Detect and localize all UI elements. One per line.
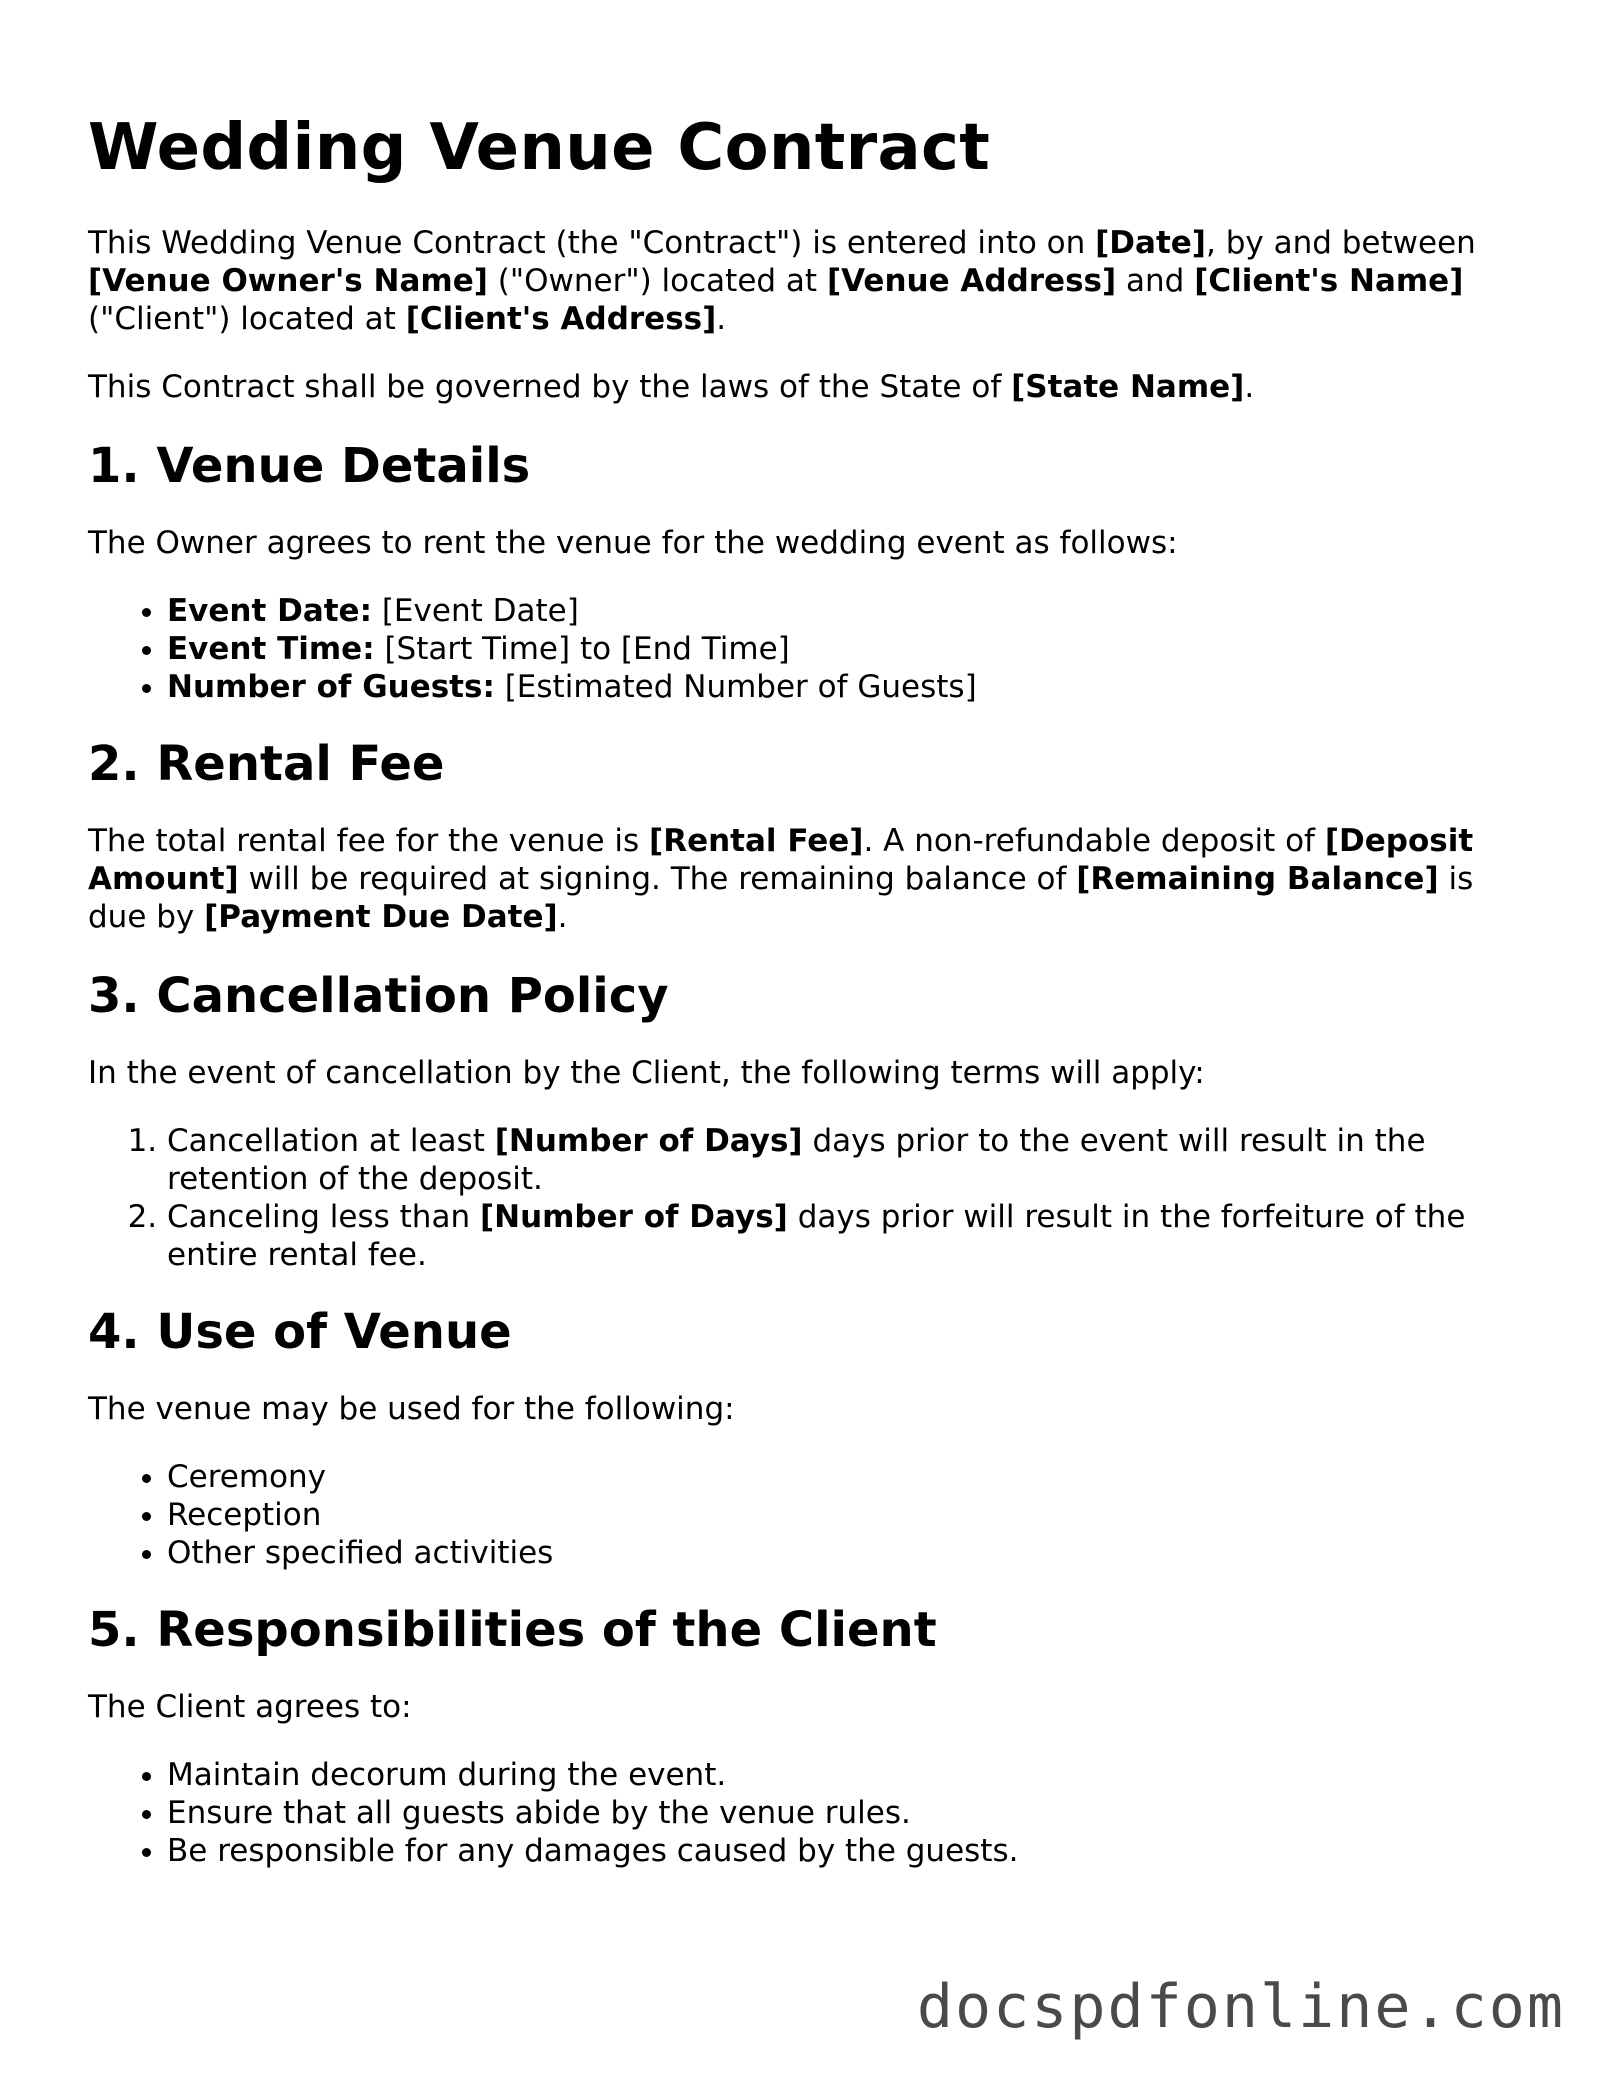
list-item: 2. Canceling less than [Number of Days] days prior will result in the forfeiture of the entire rental fee. — [167, 1198, 1518, 1274]
list-item: • Be responsible for any damages caused by the guests. — [167, 1832, 1518, 1870]
section-heading-client-responsibilities: 5. Responsibilities of the Client — [88, 1602, 937, 1658]
section-heading-rental-fee: 2. Rental Fee — [88, 736, 445, 792]
list-item: • Reception — [167, 1496, 1518, 1534]
list-item: • Other specified activities — [167, 1534, 1518, 1572]
owner-name-placeholder: [Venue Owner's Name] — [88, 263, 488, 299]
governing-law-paragraph: This Contract shall be governed by the laws of the State of [State Name]. — [88, 369, 1255, 405]
client-responsibilities-intro: The Client agrees to: — [88, 1689, 412, 1725]
client-responsibilities-list — [88, 1756, 1518, 1870]
list-item: • Ensure that all guests abide by the venue rules. — [167, 1794, 1518, 1832]
intro-paragraph: This Wedding Venue Contract (the "Contract") is entered into on [Date], by and between [Venue Owner's Name] ("Owner") located at [Venue Address] and [Client's Name] ("Client") located at [Client's Address]. — [88, 225, 1476, 337]
payment-due-date-placeholder: [Payment Due Date] — [204, 899, 558, 935]
list-item: • Ceremony — [167, 1458, 1518, 1496]
date-placeholder: [Date] — [1095, 225, 1206, 261]
list-item: • Maintain decorum during the event. — [167, 1756, 1518, 1794]
rental-fee-placeholder: [Rental Fee] — [649, 823, 864, 859]
venue-details-intro: The Owner agrees to rent the venue for the wedding event as follows: — [88, 525, 1178, 561]
page-title: Wedding Venue Contract — [88, 111, 991, 185]
list-item: • Number of Guests: [Estimated Number of Guests] — [167, 668, 1518, 706]
remaining-balance-placeholder: [Remaining Balance] — [1076, 861, 1439, 897]
deposit-placeholder: [Deposit Amount] — [88, 823, 1474, 897]
use-of-venue-intro: The venue may be used for the following: — [88, 1391, 735, 1427]
state-placeholder: [State Name] — [1011, 369, 1245, 405]
document-page — [88, 108, 1518, 1898]
list-item: • Event Date: [Event Date] — [167, 592, 1518, 630]
venue-details-list — [88, 592, 1518, 706]
section-heading-cancellation-policy: 3. Cancellation Policy — [88, 968, 669, 1024]
watermark: docspdfonline.com — [916, 1972, 1565, 2042]
cancellation-list — [88, 1122, 1518, 1274]
client-name-placeholder: [Client's Name] — [1194, 263, 1464, 299]
section-heading-use-of-venue: 4. Use of Venue — [88, 1304, 512, 1360]
use-of-venue-list — [88, 1458, 1518, 1572]
list-item: 1. Cancellation at least [Number of Days] days prior to the event will result in the retention of the deposit. — [167, 1122, 1518, 1198]
client-address-placeholder: [Client's Address] — [405, 301, 717, 337]
cancellation-intro: In the event of cancellation by the Client, the following terms will apply: — [88, 1055, 1205, 1091]
rental-fee-paragraph: The total rental fee for the venue is [Rental Fee]. A non-refundable deposit of [Deposit Amount] will be required at signing. The remaining balance of [Remaining Balance] is due by [Payment Due Date]. — [88, 823, 1474, 935]
list-item: • Event Time: [Start Time] to [End Time] — [167, 630, 1518, 668]
section-heading-venue-details: 1. Venue Details — [88, 438, 531, 494]
venue-address-placeholder: [Venue Address] — [826, 263, 1117, 299]
